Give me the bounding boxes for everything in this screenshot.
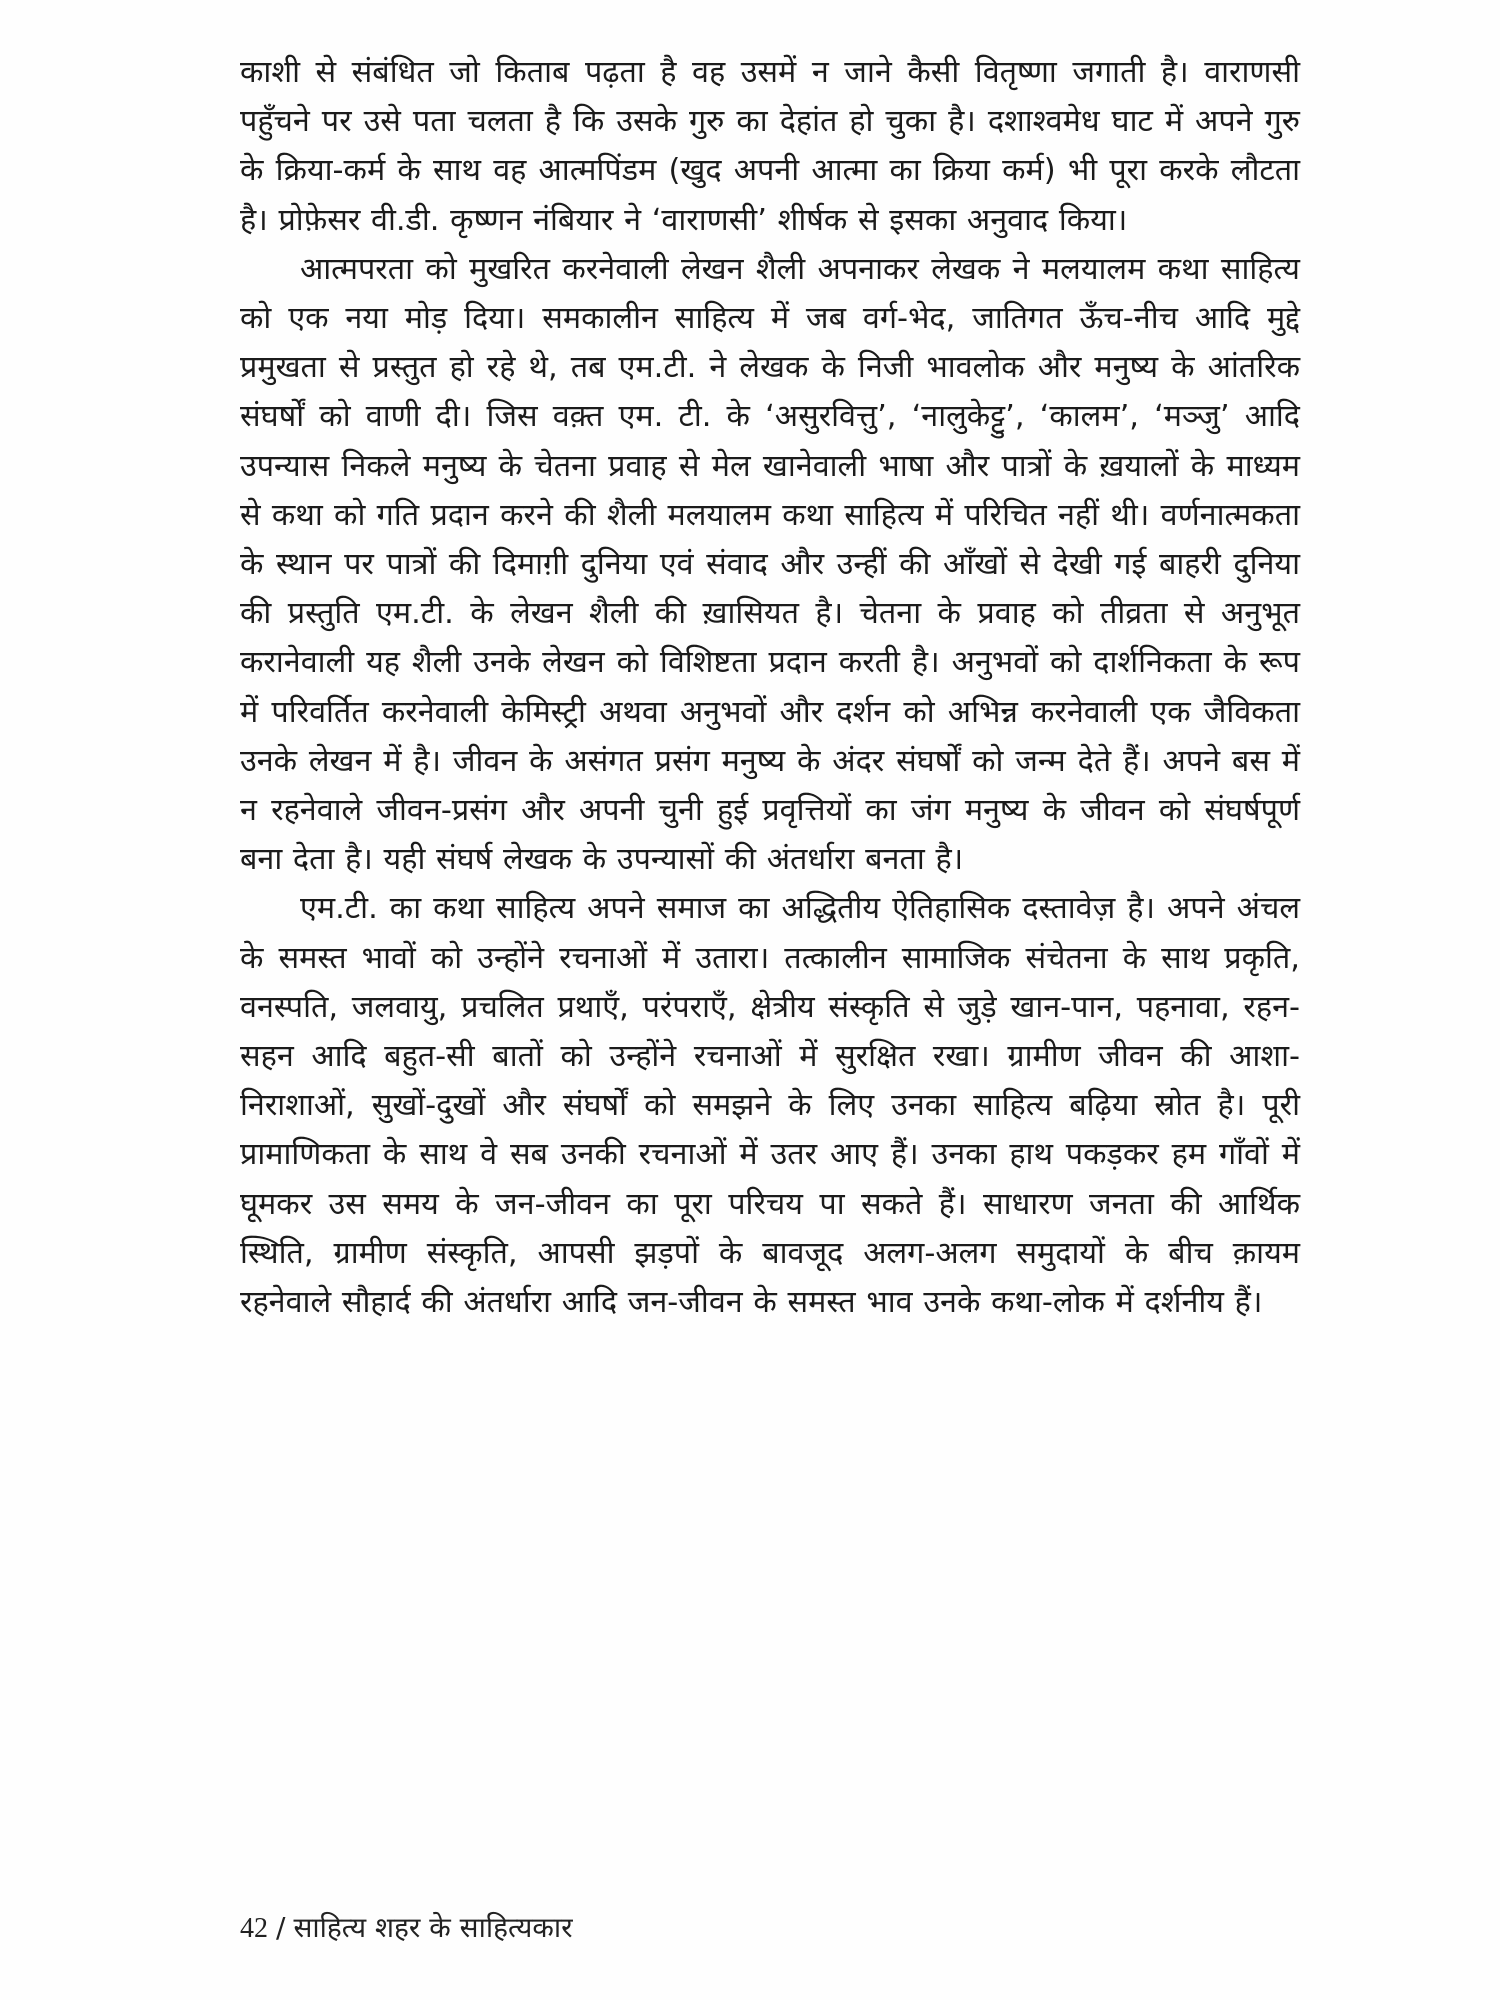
book-title: साहित्य शहर के साहित्यकार bbox=[293, 1911, 573, 1944]
paragraph-writing-style: आत्मपरता को मुखरित करनेवाली लेखन शैली अपनाकर लेखक ने मलयालम कथा साहित्य को एक नया मोड़ दिया। समकालीन साहित्य में जब वर्ग-भेद, जातिगत ऊँच-नीच आदि मुद्दे प्रमुखता से प्रस्तुत हो रहे थे, तब एम.टी. ने लेखक के निजी भावलोक और मनुष्य के आंतरिक संघर्षों को वाणी दी। जिस वक़्त एम. टी. के ‘असुरवित्तु’, ‘नालुकेट्टु’, ‘कालम’, ‘मञ्जु’ आदि उपन्यास निकले मनुष्य के चेतना प्रवाह से मेल खानेवाली भाषा और पात्रों के ख़यालों के माध्यम से कथा को गति प्रदान करने की शैली मलयालम कथा साहित्य में परिचित नहीं थी। वर्णनात्मकता के स्थान पर पात्रों की दिमाग़ी दुनिया एवं संवाद और उन्हीं की आँखों से देखी गई बाहरी दुनिया की प्रस्तुति एम.टी. के लेखन शैली की ख़ासियत है। चेतना के प्रवाह को तीव्रता से अनुभूत करानेवाली यह शैली उनके लेखन को विशिष्टता प्रदान करती है। अनुभवों को दार्शनिकता के रूप में परिवर्तित करनेवाली केमिस्ट्री अथवा अनुभवों और दर्शन को अभिन्न करनेवाली एक जैविकता उनके लेखन में है। जीवन के असंगत प्रसंग मनुष्य के अंदर संघर्षों को जन्म देते हैं। अपने बस में न रहनेवाले जीवन-प्रसंग और अपनी चुनी हुई प्रवृत्तियों का जंग मनुष्य के जीवन को संघर्षपूर्ण बना देता है। यही संघर्ष लेखक के उपन्यासों की अंतर्धारा बनता है। bbox=[240, 251, 1301, 878]
paragraph-continuation: काशी से संबंधित जो किताब पढ़ता है वह उसमें न जाने कैसी वितृष्णा जगाती है। वाराणसी पहुँचने पर उसे पता चलता है कि उसके गुरु का देहांत हो चुका है। दशाश्वमेध घाट में अपने गुरु के क्रिया-कर्म के साथ वह आत्मपिंडम (खुद अपनी आत्मा का क्रिया कर्म) भी पूरा करके लौटता है। प्रोफ़ेसर वी.डी. कृष्णन नंबियार ने ‘वाराणसी’ शीर्षक से इसका अनुवाद किया। bbox=[240, 55, 1301, 238]
page-footer bbox=[240, 1908, 573, 1949]
paragraph-historical-document: एम.टी. का कथा साहित्य अपने समाज का अद्धितीय ऐतिहासिक दस्तावेज़ है। अपने अंचल के समस्त भावों को उन्होंने रचनाओं में उतारा। तत्कालीन सामाजिक संचेतना के साथ प्रकृति, वनस्पति, जलवायु, प्रचलित प्रथाएँ, परंपराएँ, क्षेत्रीय संस्कृति से जुड़े खान-पान, पहनावा, रहन-सहन आदि बहुत-सी बातों को उन्होंने रचनाओं में सुरक्षित रखा। ग्रामीण जीवन की आशा-निराशाओं, सुखों-दुखों और संघर्षों को समझने के लिए उनका साहित्य बढ़िया स्रोत है। पूरी प्रामाणिकता के साथ वे सब उनकी रचनाओं में उतर आए हैं। उनका हाथ पकड़कर हम गाँवों में घूमकर उस समय के जन-जीवन का पूरा परिचय पा सकते हैं। साधारण जनता की आर्थिक स्थिति, ग्रामीण संस्कृति, आपसी झड़पों के बावजूद अलग-अलग समुदायों के बीच क़ायम रहनेवाले सौहार्द की अंतर्धारा आदि जन-जीवन के समस्त भाव उनके कथा-लोक में दर्शनीय हैं। bbox=[240, 891, 1300, 1321]
page-number: 42 bbox=[240, 1913, 268, 1944]
footer-separator: / bbox=[276, 1911, 286, 1944]
body-text bbox=[240, 48, 1300, 1327]
